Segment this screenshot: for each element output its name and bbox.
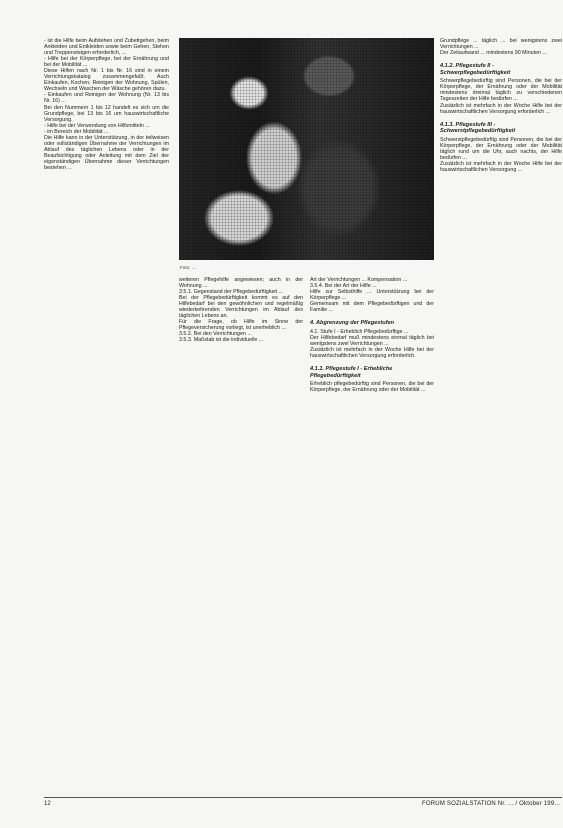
paragraph: - im Bereich der Mobilität ... — [44, 128, 109, 135]
paragraph: Schwerstpflegebedürftig sind Personen, die bei der Körperpflege, der Ernährung oder der Mobilität täglich rund um die Uhr, auch nachts, der Hilfe bedürfen ... — [440, 136, 562, 161]
paragraph: - Hilfe bei der Verwendung von Hilfsmitteln ... — [44, 122, 150, 129]
paragraph: 4.1. Stufe I - Erheblich Pflegebedürftige ... — [310, 328, 409, 335]
paragraph: Der Zeitaufwand ... mindestens 90 Minuten ... — [440, 50, 547, 57]
paragraph: Der Hilfebedarf muß mindestens einmal täglich bei wenigstens zwei Verrichtungen ... — [310, 334, 434, 347]
text-column-4 — [440, 38, 562, 780]
paragraph: 3.5.3. Maßstab ist die individuelle ... — [179, 337, 264, 344]
paragraph: Zusätzlich ist mehrfach in der Woche Hilfe bei der hauswirtschaftlichen Versorgung ... — [440, 160, 562, 174]
section-heading: 4.1.2. Pflegestufe II - Schwerpflegebedürftigkeit — [440, 63, 511, 76]
paragraph: Zusätzlich ist mehrfach in der Woche Hilfe bei der hauswirtschaftlichen Versorgung erforderlich ... — [440, 102, 562, 115]
paragraph: 3.5.4. Bei der Art der Hilfe ... — [310, 283, 377, 290]
text-column-1 — [44, 38, 169, 780]
paragraph: Diese Hilfen nach Nr. 1 bis Nr. 16 sind in einem Verrichtungskatalog zusammengefaßt. Auch Einkaufen, Kochen, Reinigen der Wohnung, Spülen, Wechseln und Waschen der Wäsche gehören dazu. — [44, 68, 169, 93]
text-column-2 — [179, 277, 303, 780]
paragraph: 3.5.2. Bei den Verrichtungen ... — [179, 331, 252, 338]
paragraph: Gemeinsam mit dem Pflegebedürftigen und der Familie ... — [310, 301, 434, 314]
paragraph: - ist die Hilfe beim Aufstehen und Zubettgehen, beim Ankleiden und Entkleiden sowie beim Gehen, Stehen und Treppensteigen erforderlich, ... — [44, 38, 169, 57]
photo — [179, 38, 434, 260]
paragraph: Bei den Nummern 1 bis 12 handelt es sich um die Grundpflege, bei 13 bis 16 um hauswirtschaftliche Versorgung. — [44, 104, 169, 123]
journal-title: FORUM SOZIALSTATION Nr. ... / Oktober 199... — [422, 801, 560, 807]
paragraph: Bei der Pflegebedürftigkeit kommt es auf den Hilfebedarf bei den gewöhnlichen und regelmäßig wiederkehrenden Verrichtungen im Ablauf des täglichen Lebens an. — [179, 295, 303, 320]
page-number: 12 — [44, 801, 51, 807]
paragraph: Erheblich pflegebedürftig sind Personen, die bei der Körperpflege, der Ernährung oder der Mobilität ... — [310, 381, 434, 394]
paragraph: 3.5.1. Gegenstand der Pflegebedürftigkeit ... — [179, 289, 283, 296]
text-column-3 — [310, 277, 434, 780]
section-heading: 4.1.3. Pflegestufe III - Schwerstpflegebedürftigkeit — [440, 121, 516, 135]
section-heading: 4. Abgrenzung der Pflegestufen — [310, 320, 395, 327]
paragraph: Die Hilfe kann in der Unterstützung, in der teilweisen oder vollständigen Übernahme der Verrichtungen im Ablauf des täglichen Lebens oder in der Beaufsichtigung oder Anleitung mit dem Ziel der eigenständigen Übernahme dieser Verrichtungen bestehen ... — [44, 134, 169, 171]
paragraph: - Hilfe bei der Körperpflege, bei der Ernährung und bei der Mobilität ... — [44, 56, 169, 69]
paragraph: Grundpflege ... täglich ... bei wenigstens zwei Verrichtungen ... — [440, 38, 562, 51]
section-heading: 4.1.1. Pflegestufe I - Erhebliche Pflegebedürftigkeit — [310, 366, 393, 379]
paragraph: Schwerpflegebedürftig sind Personen, die bei der Körperpflege, der Ernährung oder der Mobilität mindestens dreimal täglich zu verschiedenen Tageszeiten der Hilfe bedürfen ... — [440, 78, 562, 103]
paragraph: weiteren Pflegehilfe angewiesen; auch in der Wohnung ... — [179, 277, 303, 290]
paragraph: Hilfe zur Selbsthilfe ... Unterstützung bei der Körperpflege ... — [310, 289, 434, 302]
paragraph: - Einkaufen und Reinigen der Wohnung (Nr. 13 bis Nr. 16) ... — [44, 92, 169, 105]
paragraph: Art der Verrichtungen ... Kompensation ... — [310, 277, 408, 283]
footer-rule — [44, 797, 562, 798]
paragraph: Zusätzlich ist mehrfach in der Woche Hilfe bei der hauswirtschaftlichen Versorgung erforderlich. — [310, 347, 434, 360]
paragraph: Für die Frage, ob Hilfe im Sinne der Pflegeversicherung vorliegt, ist unerheblich ... — [179, 319, 303, 332]
photo-caption: Foto: ... — [180, 265, 196, 270]
